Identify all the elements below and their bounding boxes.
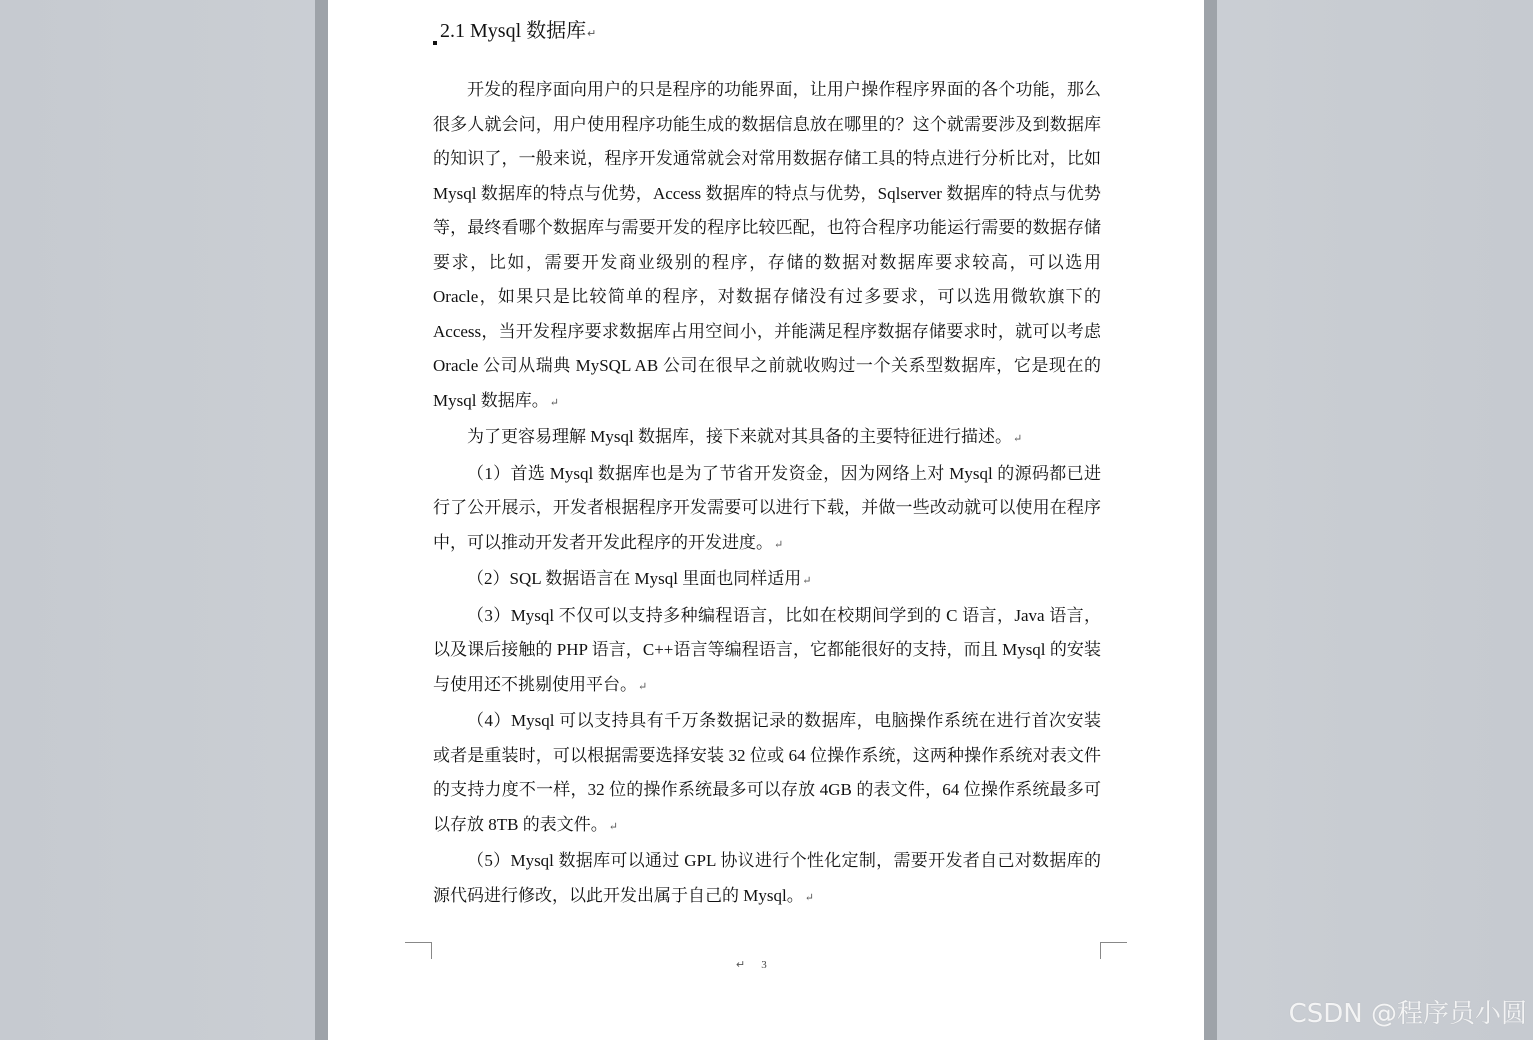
document-body bbox=[433, 73, 1101, 915]
document-page[interactable] bbox=[328, 0, 1204, 1040]
paragraph-mark-icon: ↵ bbox=[587, 28, 597, 40]
paragraph bbox=[433, 420, 1101, 457]
watermark: CSDN @程序员小圆 bbox=[1288, 999, 1527, 1029]
page-footer bbox=[736, 958, 767, 971]
paragraph-mark-icon: ↵ bbox=[804, 891, 814, 904]
paragraph-mark-icon: ↵ bbox=[549, 396, 559, 409]
paragraph-text: 开发的程序面向用户的只是程序的功能界面，让用户操作程序界面的各个功能，那么很多人就会问，用户使用程序功能生成的数据信息放在哪里的？这个就需要涉及到数据库的知识了，一般来说，程序开发通常就会对常用数据存储工具的特点进行分析比对，比如 Mysql 数据库的特点与优势，Access 数据库的特点与优势，Sqlserver 数据库的特点与优势等，最终看哪个数据库与需要开发的程序比较匹配，也符合程序功能运行需要的数据存储要求，比如，需要开发商业级别的程序，存储的数据对数据库要求较高，可以选用 Oracle，如果只是比较简单的程序，对数据存储没有过多要求，可以选用微软旗下的 Access，当开发程序要求数据库占用空间小，并能满足程序数据存储要求时，就可以考虑 Oracle 公司从瑞典 MySQL AB 公司在很早之前就收购过一个关系型数据库，它是现在的 Mysql 数据库。 bbox=[433, 80, 1101, 410]
paragraph-text: （3）Mysql 不仅可以支持多种编程语言，比如在校期间学到的 C 语言，Java 语言，以及课后接触的 PHP 语言，C++语言等编程语言，它都能很好的支持，而且 Mysql 的安装与使用还不挑剔使用平台。 bbox=[433, 605, 1101, 694]
margin-corner-right bbox=[1100, 942, 1127, 959]
margin-corner-left bbox=[405, 942, 432, 959]
paragraph-text: （1）首选 Mysql 数据库也是为了节省开发资金，因为网络上对 Mysql 的源码都已进行了公开展示，开发者根据程序开发需要可以进行下载，并做一些改动就可以使用在程序中，可以推动开发者开发此程序的开发进度。 bbox=[433, 463, 1101, 552]
paragraph-mark-icon: ↵ bbox=[638, 680, 648, 693]
paragraph bbox=[433, 599, 1101, 705]
footer-paragraph-mark-icon: ↵ bbox=[736, 959, 746, 971]
heading-bullet-icon bbox=[433, 41, 437, 45]
paragraph-mark-icon: ↵ bbox=[802, 575, 812, 587]
paragraph-text: 为了更容易理解 Mysql 数据库，接下来就对其具备的主要特征进行描述。 bbox=[467, 427, 1012, 446]
paragraph-text: （5）Mysql 数据库可以通过 GPL 协议进行个性化定制，需要开发者自己对数据库的源代码进行修改，以此开发出属于自己的 Mysql。 bbox=[433, 851, 1101, 905]
paragraph-text: （2）SQL 数据语言在 Mysql 里面也同样适用 bbox=[467, 569, 802, 588]
paragraph-mark-icon: ↵ bbox=[608, 820, 618, 833]
paragraph-mark-icon: ↵ bbox=[1012, 433, 1023, 445]
paragraph bbox=[433, 562, 1101, 599]
section-heading bbox=[433, 14, 596, 45]
page-number: 3 bbox=[761, 959, 767, 971]
paragraph bbox=[433, 73, 1101, 420]
paragraph bbox=[433, 844, 1101, 915]
paragraph-text: （4）Mysql 可以支持具有千万条数据记录的数据库，电脑操作系统在进行首次安装或者是重装时，可以根据需要选择安装 32 位或 64 位操作系统，这两种操作系统对表文件的支持力度不一样，32 位的操作系统最多可以存放 4GB 的表文件，64 位操作系统最多可以存放 8TB 的表文件。 bbox=[433, 711, 1101, 834]
paragraph bbox=[433, 457, 1101, 563]
section-heading-text: 2.1 Mysql 数据库 bbox=[440, 20, 587, 42]
paragraph bbox=[433, 704, 1101, 844]
paragraph-mark-icon: ↵ bbox=[774, 538, 784, 551]
